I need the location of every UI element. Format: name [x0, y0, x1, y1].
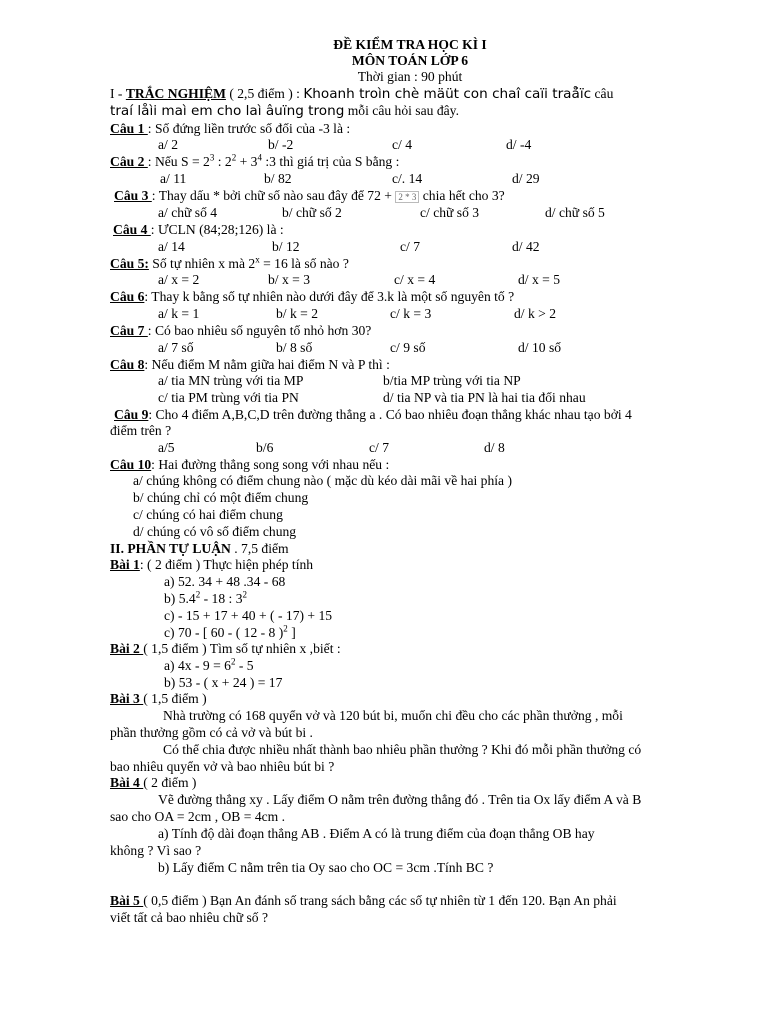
- question-label: Câu 4: [113, 222, 151, 237]
- q2-text-pre: : Nếu S = 2: [147, 154, 210, 169]
- q10-option-a: a/ chúng không có điểm chung nào ( mặc dù kéo dài mãi về hai phía ): [133, 473, 512, 488]
- part2-points: . 7,5 điểm: [230, 541, 289, 556]
- bai1-a: a) 52. 34 + 48 .34 - 68: [164, 574, 286, 589]
- q2-option-b: b/ 82: [264, 171, 292, 186]
- question-label: Câu 2: [110, 154, 148, 169]
- question-text: : Số đứng liền trước số đối của -3 là :: [147, 121, 351, 136]
- bai2-b: b) 53 - ( x + 24 ) = 17: [164, 675, 283, 690]
- q8-option-c: c/ tia PM trùng với tia PN: [158, 390, 299, 405]
- bai3-para2-line2: bao nhiêu quyển vở và bao nhiêu bút bi ?: [110, 759, 335, 774]
- bai3-para2-line1: Có thể chia được nhiều nhất thành bao nhiêu phần thưởng ? Khi đó mỗi phần thưởng có: [163, 742, 642, 757]
- question-1: [110, 120, 350, 137]
- q2-option-a: a/ 11: [160, 171, 187, 186]
- bai-label: Bài 5: [110, 893, 144, 908]
- question-2: [110, 153, 399, 170]
- question-label: Câu 8: [110, 357, 145, 372]
- question-label: Câu 6: [110, 289, 145, 304]
- q8-option-b: b/tia MP trùng với tia NP: [383, 373, 521, 388]
- q2-text-mid1: : 2: [214, 154, 232, 169]
- bai4-para1-line1: Vẽ đường thẳng xy . Lấy điểm O nằm trên đường thẳng đó . Trên tia Ox lấy điểm A và B: [158, 792, 642, 807]
- q9-option-a: a/5: [158, 440, 175, 455]
- bai-text: ( 2 điểm ): [143, 775, 197, 790]
- bai-label: Bài 2: [110, 641, 144, 656]
- question-text: : Nếu điểm M nằm giữa hai điểm N và P thì :: [144, 357, 390, 372]
- bai2-a-pre: a) 4x - 9 = 6: [164, 658, 231, 673]
- bai4-para1-line2: sao cho OA = 2cm , OB = 4cm .: [110, 809, 286, 824]
- q3-option-d: d/ chữ số 5: [545, 205, 605, 220]
- question-4: [113, 221, 284, 238]
- question-label: Câu 5:: [110, 256, 149, 271]
- q6-option-d: d/ k > 2: [514, 306, 557, 321]
- q10-option-b: b/ chúng chỉ có một điểm chung: [133, 490, 309, 505]
- q9-option-b: b/6: [256, 440, 274, 455]
- bai3-para1-line2: phần thưởng gồm có cả vở và bút bi .: [110, 725, 313, 740]
- bai-5: [110, 892, 617, 909]
- q3-text-pre: : Thay dấu * bởi chữ số nào sau đây để 72 +: [151, 188, 396, 203]
- bai1-d-post: ]: [287, 625, 296, 640]
- q3-option-a: a/ chữ số 4: [158, 205, 218, 220]
- q5-exp: x: [255, 254, 260, 265]
- q4-option-a: a/ 14: [158, 239, 185, 254]
- question-text: : ƯCLN (84;28;126) là :: [150, 222, 284, 237]
- q7-option-c: c/ 9 số: [390, 340, 426, 355]
- question-label: Câu 9: [114, 407, 149, 422]
- bai4-part-a-line1: a) Tính độ dài đoạn thẳng AB . Điểm A có là trung điểm của đoạn thẳng OB hay: [158, 826, 595, 841]
- exam-subject: MÔN TOÁN LỚP 6: [351, 53, 469, 68]
- q3-option-c: c/ chữ số 3: [420, 205, 480, 220]
- q1-option-b: b/ -2: [268, 137, 294, 152]
- q5-text-post: = 16 là số nào ?: [259, 256, 349, 271]
- question-text: : Thay k bằng số tự nhiên nào dưới đây để 3.k là một số nguyên tố ?: [144, 289, 515, 304]
- bai-4: [110, 774, 196, 791]
- part1-heading-line: [110, 85, 613, 103]
- q5-option-c: c/ x = 4: [394, 272, 436, 287]
- bai1-d: [164, 624, 296, 641]
- bai-1: [110, 556, 313, 573]
- q2-text-mid2: + 3: [236, 154, 258, 169]
- bai1-b-exp1: 2: [195, 589, 201, 600]
- question-text: : Cho 4 điểm A,B,C,D trên đường thẳng a . Có bao nhiêu đoạn thẳng khác nhau tạo bởi 4: [148, 407, 632, 422]
- q2-exp-3: 4: [257, 152, 262, 163]
- bai1-b-mid: - 18 : 3: [200, 591, 243, 606]
- question-8: [110, 356, 390, 373]
- q6-option-a: a/ k = 1: [158, 306, 200, 321]
- bai1-b-exp2: 2: [242, 589, 248, 600]
- part1-instruction-line2: [110, 102, 459, 120]
- bai-text: ( 1,5 điểm ) Tìm số tự nhiên x ,biết :: [143, 641, 341, 656]
- q7-option-d: d/ 10 số: [518, 340, 562, 355]
- question-text: : Hai đường thẳng song song với nhau nếu :: [151, 457, 390, 472]
- bai1-d-pre: c) 70 - [ 60 - ( 12 - 8 ): [164, 625, 284, 640]
- question-9-line2: điểm trên ?: [110, 423, 172, 438]
- question-9: [114, 406, 632, 423]
- part2-heading: II. PHẦN TỰ LUẬN: [110, 541, 231, 556]
- bai-3: [110, 690, 207, 707]
- q8-option-a: a/ tia MN trùng với tia MP: [158, 373, 304, 388]
- part1-instruction-2-end: mỗi câu hỏi sau đây.: [347, 103, 459, 118]
- q2-option-d: d/ 29: [512, 171, 540, 186]
- question-label: Câu 7: [110, 323, 148, 338]
- q8-option-d: d/ tia NP và tia PN là hai tia đối nhau: [383, 390, 586, 405]
- q2-exp-2: 2: [231, 152, 237, 163]
- question-3: [114, 187, 505, 204]
- bai2-a: [164, 657, 254, 674]
- part2-heading-line: [110, 540, 289, 557]
- part1-heading: TRẮC NGHIỆM: [125, 86, 226, 101]
- q1-option-d: d/ -4: [506, 137, 532, 152]
- bai1-c: c) - 15 + 17 + 40 + ( - 17) + 15: [164, 608, 333, 623]
- part1-prefix: I -: [110, 86, 126, 101]
- bai4-part-b: b) Lấy điểm C nằm trên tia Oy sao cho OC = 3cm .Tính BC ?: [158, 860, 494, 875]
- q6-option-b: b/ k = 2: [276, 306, 319, 321]
- question-7: [110, 322, 371, 339]
- q3-overline-number: 2 * 3: [395, 191, 419, 203]
- q5-option-b: b/ x = 3: [268, 272, 311, 287]
- part1-instruction-2: traí låìi maì em cho laì âuïng trong: [110, 103, 345, 119]
- q9-option-c: c/ 7: [369, 440, 390, 455]
- q10-option-d: d/ chúng có vô số điểm chung: [133, 524, 297, 539]
- bai1-d-exp: 2: [283, 623, 288, 634]
- bai-text: ( 0,5 điểm ) Bạn An đánh số trang sách bằng các số tự nhiên từ 1 đến 120. Bạn An phải: [143, 893, 617, 908]
- exam-title: ĐỀ KIỂM TRA HỌC KÌ I: [333, 37, 487, 52]
- q3-text-post: chia hết cho 3?: [419, 188, 505, 203]
- bai1-b-pre: b) 5.4: [164, 591, 196, 606]
- bai2-a-post: - 5: [235, 658, 254, 673]
- q2-exp-1: 3: [209, 152, 215, 163]
- bai-2: [110, 640, 341, 657]
- bai-label: Bài 4: [110, 775, 144, 790]
- question-text: : Có bao nhiêu số nguyên tố nhỏ hơn 30?: [147, 323, 372, 338]
- q1-option-a: a/ 2: [158, 137, 179, 152]
- q5-option-d: d/ x = 5: [518, 272, 561, 287]
- bai-label: Bài 3: [110, 691, 144, 706]
- part1-points: ( 2,5 điểm ) :: [225, 86, 304, 101]
- bai2-a-exp: 2: [230, 656, 236, 667]
- q7-option-a: a/ 7 số: [158, 340, 194, 355]
- q10-option-c: c/ chúng có hai điểm chung: [133, 507, 283, 522]
- q3-option-b: b/ chữ số 2: [282, 205, 342, 220]
- q9-option-d: d/ 8: [484, 440, 505, 455]
- question-5: [110, 255, 349, 272]
- bai1-b: [164, 590, 247, 607]
- question-label: Câu 1: [110, 121, 148, 136]
- part1-instruction: Khoanh troìn chè mäüt con chaî caïi traå̉ïc: [303, 86, 592, 102]
- q5-text-pre: Số tự nhiên x mà 2: [148, 256, 256, 271]
- q4-option-d: d/ 42: [512, 239, 540, 254]
- q6-option-c: c/ k = 3: [390, 306, 432, 321]
- bai5-line2: viết tất cả bao nhiêu chữ số ?: [110, 910, 268, 925]
- bai-text: : ( 2 điểm ) Thực hiện phép tính: [139, 557, 314, 572]
- question-label: Câu 3: [114, 188, 152, 203]
- q5-option-a: a/ x = 2: [158, 272, 200, 287]
- exam-time: Thời gian : 90 phút: [357, 69, 463, 84]
- bai3-para1-line1: Nhà trường có 168 quyển vở và 120 bút bi, muốn chi đều cho các phần thưởng , mỗi: [163, 708, 623, 723]
- bai-label: Bài 1: [110, 557, 140, 572]
- q2-option-c: c/. 14: [392, 171, 423, 186]
- q4-option-b: b/ 12: [272, 239, 300, 254]
- q2-text-post: :3 thì giá trị của S bằng :: [261, 154, 400, 169]
- question-label: Câu 10: [110, 457, 152, 472]
- q1-option-c: c/ 4: [392, 137, 413, 152]
- q7-option-b: b/ 8 số: [276, 340, 313, 355]
- q4-option-c: c/ 7: [400, 239, 421, 254]
- bai-text: ( 1,5 điểm ): [143, 691, 207, 706]
- question-10: [110, 456, 389, 473]
- question-6: [110, 288, 514, 305]
- bai4-part-a-line2: không ? Vì sao ?: [110, 843, 202, 858]
- part1-instruction-end: câu: [594, 86, 614, 101]
